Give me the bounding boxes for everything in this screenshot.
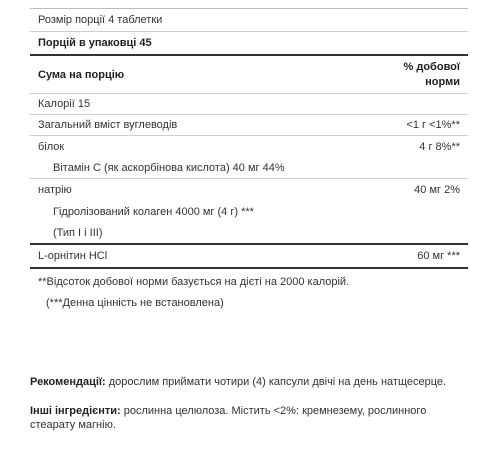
serving-size-row: [30, 9, 468, 32]
servings-per-container-row: [30, 32, 468, 56]
nutrient-label: білок: [38, 141, 65, 153]
nutrient-label: Гідролізований колаген 4000 мг (4 г) ***: [53, 206, 254, 218]
nutrient-label: Загальний вміст вуглеводів: [38, 119, 178, 131]
recommendations-paragraph: [30, 375, 470, 389]
nutrient-row-ornithine: [30, 245, 468, 269]
nutrient-label: (Тип I і III): [53, 227, 103, 239]
daily-value-footnote: **Відсоток добової норми базується на дієті на 2000 калорій.: [38, 276, 350, 288]
footnotes: [30, 269, 468, 310]
serving-size: Розмір порції 4 таблетки: [38, 14, 163, 26]
other-ingredients-text: рослинна целюлоза. Містить <2%: кремнезему, рослинного стеарату магнію.: [30, 405, 427, 431]
nutrient-label: Вітамін С (як аскорбінова кислота) 40 мг 44%: [53, 162, 285, 174]
nutrient-row-collagen-type: [30, 223, 468, 245]
supplement-facts-table: [30, 8, 468, 310]
not-established-footnote: (***Денна цінність не встановлена): [46, 297, 224, 309]
amount-per-serving-header-row: [30, 56, 468, 94]
nutrient-value: 4 г 8%**: [419, 141, 460, 153]
recommendations-label: Рекомендації:: [30, 376, 106, 388]
servings-per-container: Порцій в упаковці 45: [38, 37, 152, 49]
nutrient-label: L-орнітин HCl: [38, 250, 108, 262]
amount-per-serving-header: Сума на порцію: [38, 68, 125, 81]
calories: Калорії 15: [38, 98, 91, 110]
nutrient-row-protein: [30, 136, 468, 158]
nutrient-row-collagen: [30, 201, 468, 223]
nutrient-row-vitamin-c: [30, 158, 468, 179]
other-ingredients-label: Інші інгредієнти:: [30, 405, 121, 417]
daily-value-header: % добової норми: [403, 60, 460, 88]
calories-row: [30, 94, 468, 115]
recommendations-text: дорослим приймати чотири (4) капсули двічі на день натщесерце.: [105, 376, 447, 388]
nutrient-value: <1 г <1%**: [406, 119, 460, 131]
other-ingredients-paragraph: [30, 404, 470, 432]
nutrient-row-sodium: [30, 179, 468, 201]
nutrient-label: натрію: [38, 184, 72, 196]
nutrient-value: 60 мг ***: [417, 250, 460, 262]
nutrient-value: 40 мг 2%: [414, 184, 460, 196]
nutrient-row-carbs: [30, 115, 468, 136]
